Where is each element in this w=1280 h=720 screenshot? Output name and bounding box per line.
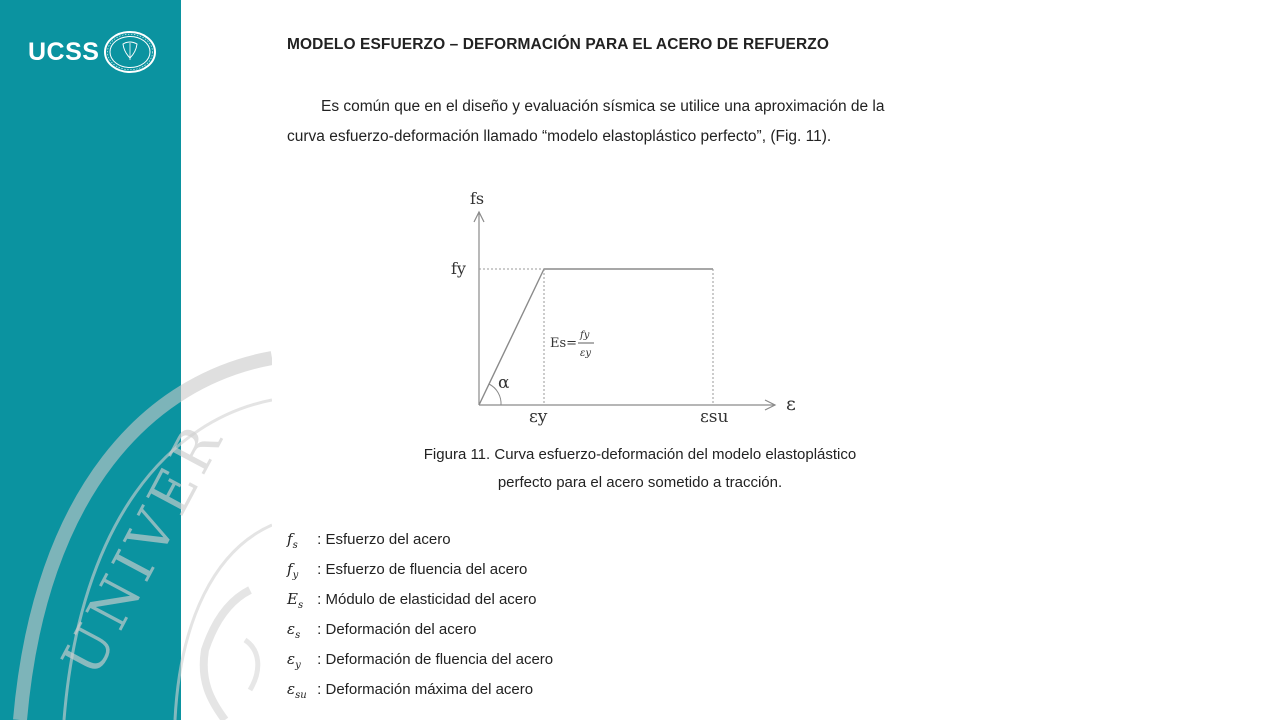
paragraph-line-2: curva esfuerzo-deformación llamado “modelo elastoplástico perfecto”, (Fig. 11).: [287, 128, 832, 145]
es-label: Es=: [550, 336, 578, 351]
paragraph-line-1: Es común que en el diseño y evaluación sísmica se utilice una aproximación de la: [321, 98, 885, 115]
es-numerator: fy: [580, 330, 590, 341]
definition-symbol: $E_s$: [287, 590, 304, 611]
definition-symbol: $f_s$: [287, 530, 298, 551]
definition-item: [287, 557, 553, 587]
definition-text: : Deformación máxima del acero: [317, 681, 534, 698]
watermark-text: UNIVER: [49, 410, 238, 687]
caption-line-2: perfecto para el acero sometido a tracción.: [497, 474, 783, 491]
definition-text: : Deformación del acero: [317, 621, 477, 638]
page-title: MODELO ESFUERZO – DEFORMACIÓN PARA EL ACERO DE REFUERZO: [287, 36, 829, 53]
definition-item: [287, 647, 553, 677]
logo-text: UCSS: [28, 37, 100, 66]
ucss-logo: [28, 30, 157, 74]
definition-item: [287, 677, 553, 707]
ey-label: εy: [529, 407, 548, 427]
alpha-label: α: [498, 373, 510, 393]
caption-line-1: Figura 11. Curva esfuerzo-deformación del modelo elastoplástico: [423, 446, 857, 463]
definition-text: : Esfuerzo de fluencia del acero: [317, 561, 528, 578]
definition-symbol: $f_y$: [287, 560, 299, 581]
definition-text: : Deformación de fluencia del acero: [317, 651, 554, 668]
university-seal-icon: [103, 30, 157, 74]
elastic-branch: [479, 269, 544, 405]
figure-caption: [330, 441, 950, 497]
definition-symbol: $\varepsilon_{su}$: [287, 680, 307, 701]
esu-label: εsu: [700, 407, 729, 427]
fy-label: fy: [451, 259, 466, 278]
definition-item: [287, 617, 553, 647]
definition-symbol: $\varepsilon_s$: [287, 620, 301, 641]
definition-item: [287, 527, 553, 557]
definition-text: : Esfuerzo del acero: [317, 531, 451, 548]
definition-item: [287, 587, 553, 617]
intro-paragraph: [287, 92, 977, 152]
symbol-definitions: [287, 527, 553, 707]
definition-text: : Módulo de elasticidad del acero: [317, 591, 537, 608]
y-axis-label: fs: [470, 189, 485, 208]
definition-symbol: $\varepsilon_y$: [287, 650, 301, 671]
watermark-seal: [0, 350, 272, 720]
es-denominator: εy: [580, 348, 592, 359]
x-axis-label: ε: [786, 393, 796, 415]
stress-strain-diagram: [430, 180, 810, 430]
